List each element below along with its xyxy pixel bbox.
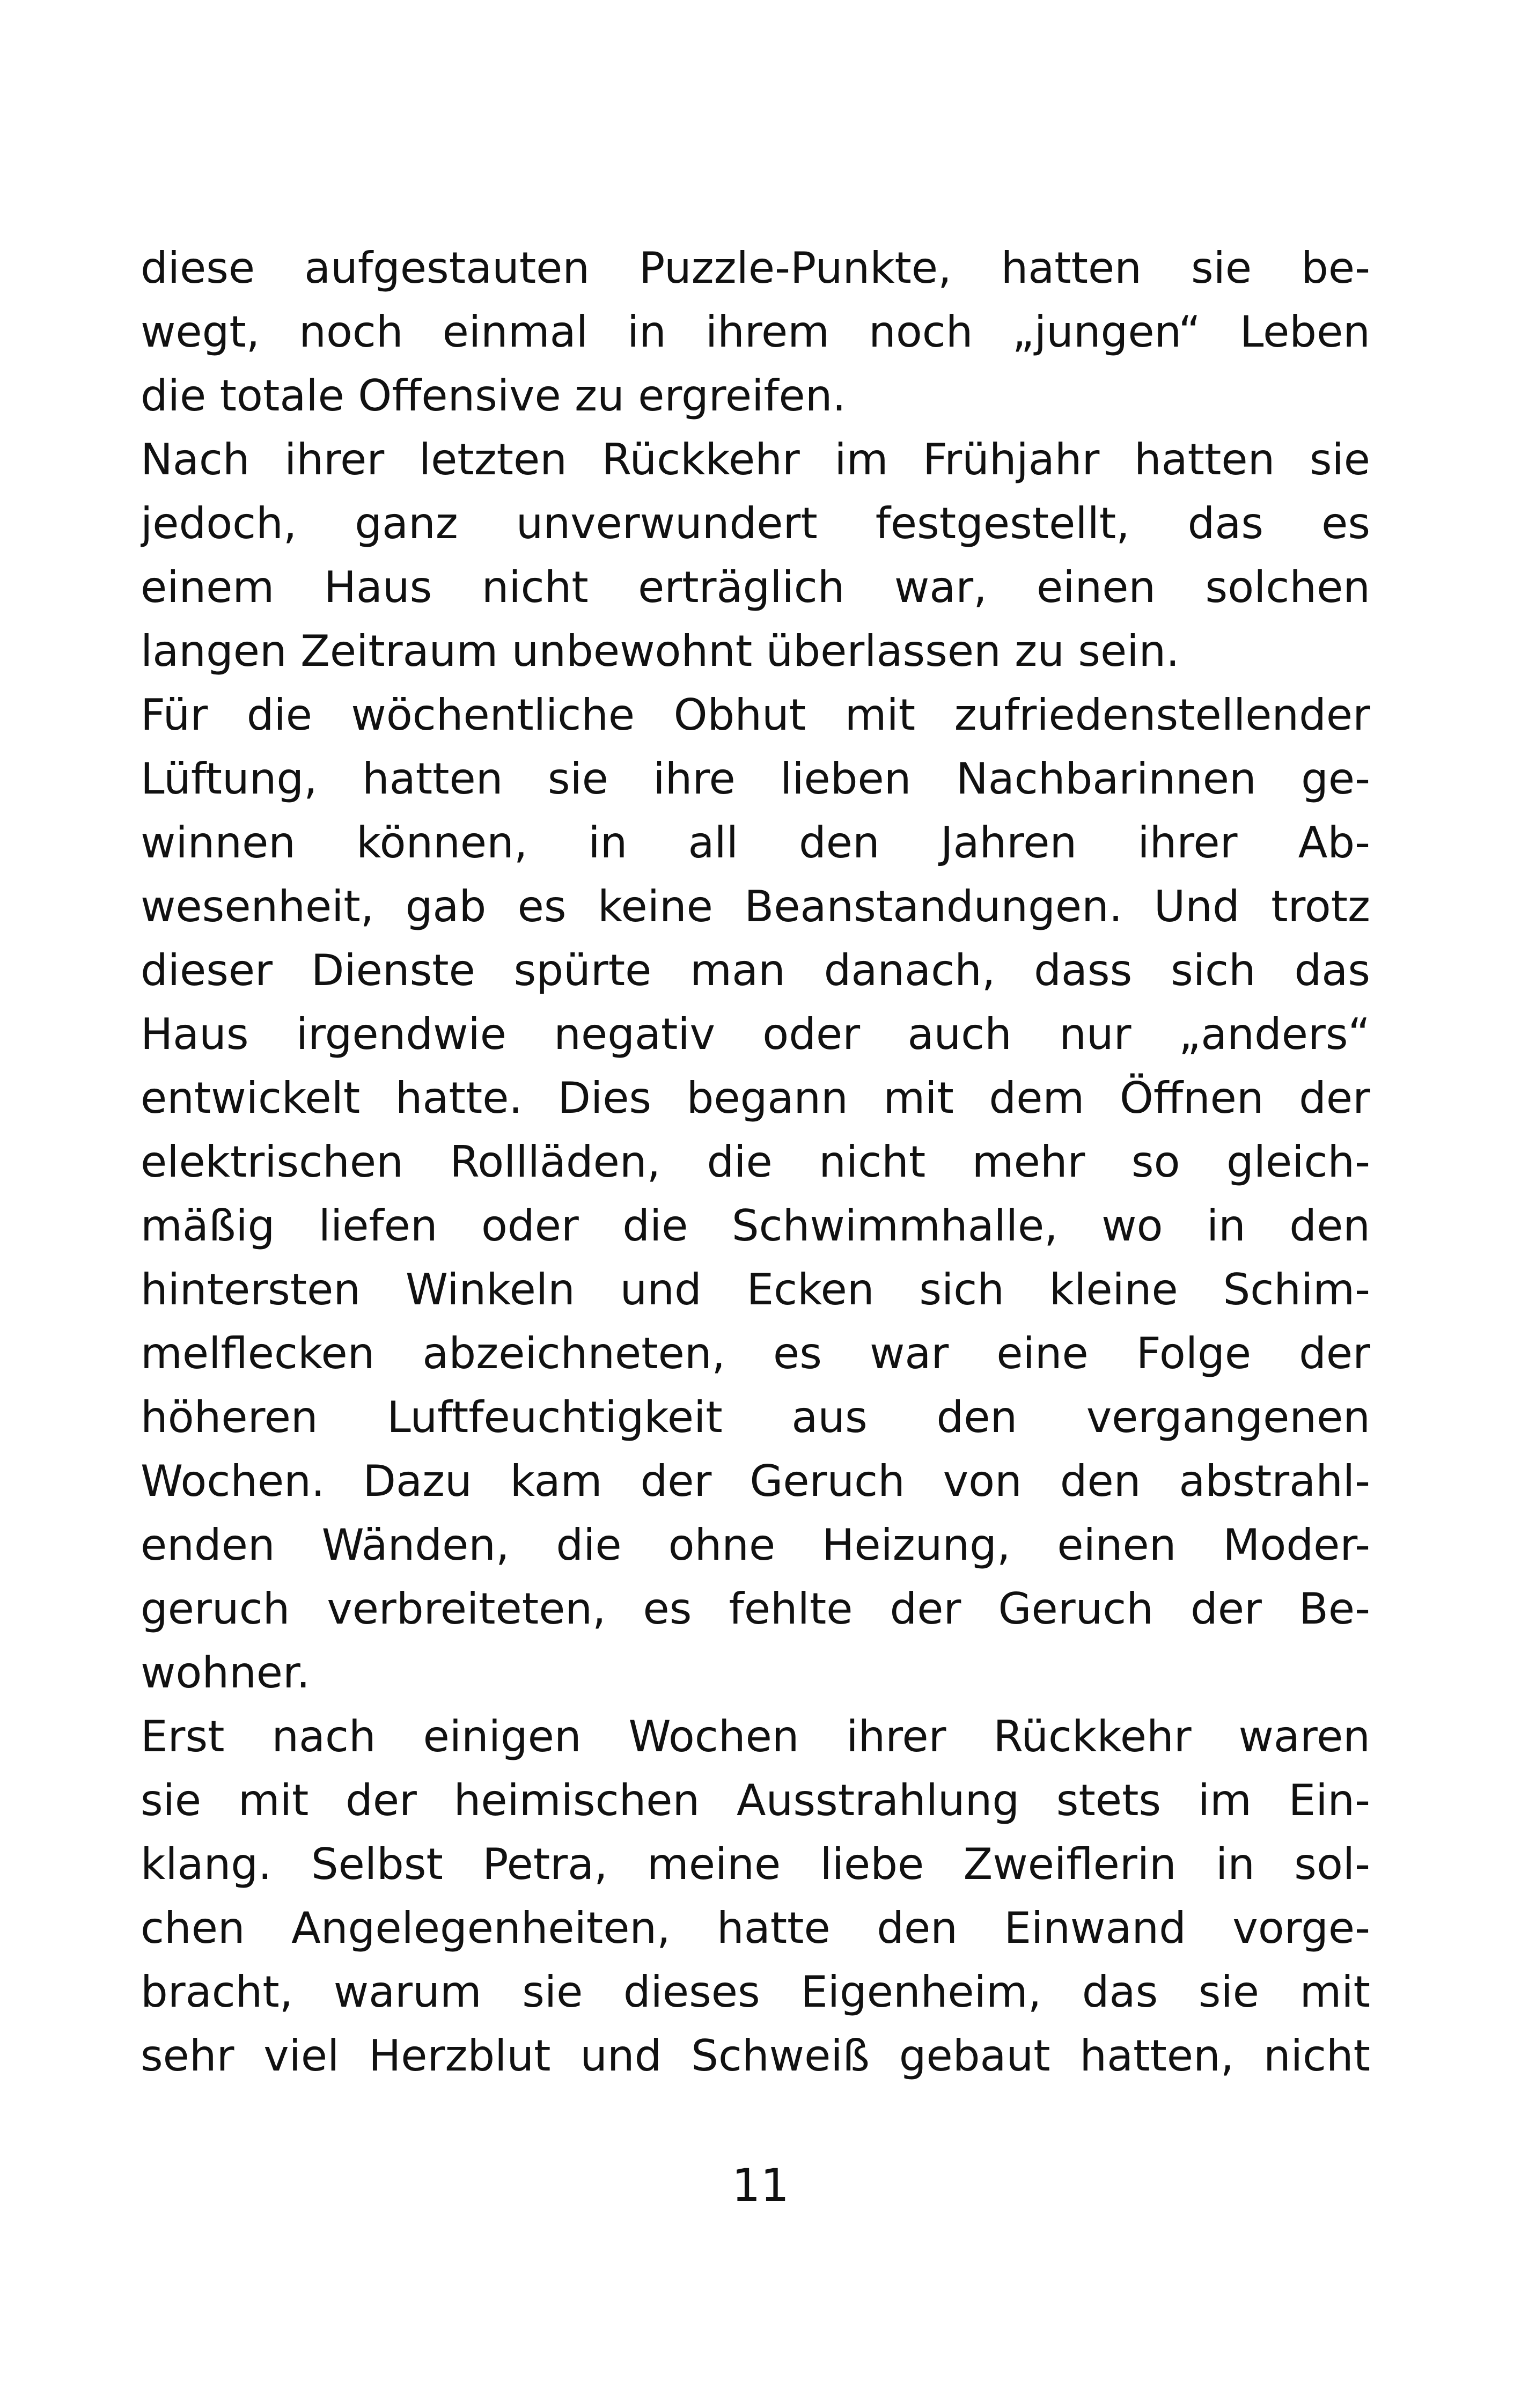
text-line: elektrischen Rollläden, die nicht mehr so gleich- (141, 1137, 1370, 1187)
text-line: höheren Luftfeuchtigkeit aus den vergangenen (141, 1392, 1370, 1442)
text-line: langen Zeitraum unbewohnt überlassen zu sein. (141, 626, 1180, 676)
text-line: dieser Dienste spürte man danach, dass sich das (141, 945, 1370, 995)
text-line: wegt, noch einmal in ihrem noch „jungen“ Leben (141, 307, 1370, 357)
text-line: geruch verbreiteten, es fehlte der Geruch der Be- (141, 1584, 1370, 1634)
text-line: diese aufgestauten Puzzle-Punkte, hatten sie be- (141, 243, 1370, 293)
text-line: Wochen. Dazu kam der Geruch von den abstrahl- (141, 1456, 1370, 1506)
text-line: entwickelt hatte. Dies begann mit dem Öffnen der (141, 1073, 1370, 1123)
text-line: Erst nach einigen Wochen ihrer Rückkehr waren (141, 1712, 1370, 1761)
text-line: melflecken abzeichneten, es war eine Folge der (141, 1328, 1370, 1378)
body-text (141, 236, 1370, 2088)
text-line: einem Haus nicht erträglich war, einen solchen (141, 562, 1370, 612)
text-line: chen Angelegenheiten, hatte den Einwand vorge- (141, 1903, 1370, 1953)
text-line: enden Wänden, die ohne Heizung, einen Moder- (141, 1520, 1370, 1570)
text-line: sie mit der heimischen Ausstrahlung stets im Ein- (141, 1775, 1370, 1825)
text-line: wohner. (141, 1648, 310, 1698)
text-line: winnen können, in all den Jahren ihrer Ab- (141, 818, 1370, 868)
text-line: Haus irgendwie negativ oder auch nur „anders“ (141, 1009, 1370, 1059)
text-line: Für die wöchentliche Obhut mit zufriedenstellender (141, 690, 1370, 740)
text-line: bracht, warum sie dieses Eigenheim, das sie mit (141, 1967, 1370, 2017)
text-line: sehr viel Herzblut und Schweiß gebaut hatten, nicht (141, 2031, 1370, 2081)
text-line: klang. Selbst Petra, meine liebe Zweiflerin in sol- (141, 1839, 1370, 1889)
text-line: jedoch, ganz unverwundert festgestellt, das es (141, 498, 1370, 548)
text-line: wesenheit, gab es keine Beanstandungen. Und trotz (141, 882, 1370, 931)
text-line: hintersten Winkeln und Ecken sich kleine Schim- (141, 1265, 1370, 1315)
text-line: Lüftung, hatten sie ihre lieben Nachbarinnen ge- (141, 754, 1370, 804)
text-line: die totale Offensive zu ergreifen. (141, 371, 846, 421)
page-number: 11 (732, 2159, 789, 2212)
text-line: Nach ihrer letzten Rückkehr im Frühjahr hatten sie (141, 435, 1370, 484)
text-line: mäßig liefen oder die Schwimmhalle, wo in den (141, 1201, 1370, 1251)
